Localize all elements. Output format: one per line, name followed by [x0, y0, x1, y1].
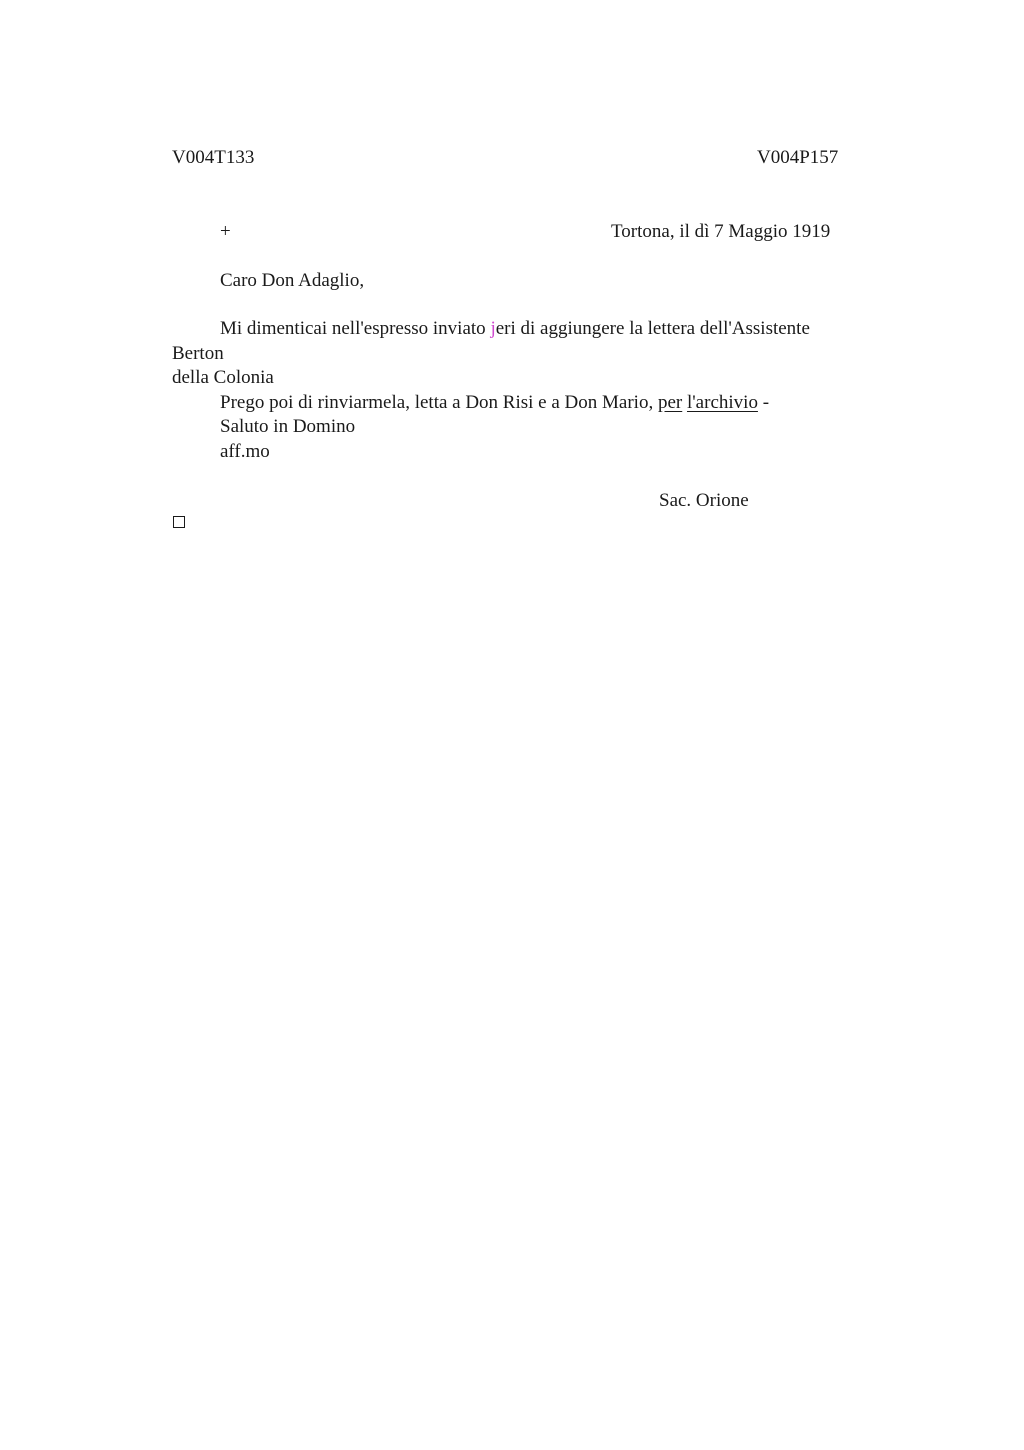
body-line-2: Berton: [172, 343, 224, 364]
closing-affmo: aff.mo: [220, 441, 270, 462]
body-line-4-end: -: [757, 392, 770, 413]
closing-greeting: Saluto in Domino: [220, 416, 356, 437]
underlined-word-archivio: l'archivio: [686, 392, 758, 413]
cross-symbol: +: [220, 221, 231, 242]
salutation: Caro Don Adaglio,: [220, 270, 365, 291]
body-line-4-start: Prego poi di rinviarmela, letta a Don Risi e a Don Mario,: [220, 392, 658, 413]
body-line-1-end: eri di aggiungere la lettera dell'Assistente: [495, 318, 810, 339]
place-date: Tortona, il dì 7 Maggio 1919: [611, 221, 831, 242]
body-line-4: [220, 391, 769, 415]
underlined-word-per: per: [657, 392, 683, 413]
body-line-1-start: Mi dimenticai nell'espresso inviato: [220, 318, 491, 339]
body-line-3: della Colonia: [172, 367, 274, 388]
right-code: V004P157: [757, 147, 839, 168]
square-marker-icon: [173, 516, 185, 528]
body-line-1: [220, 317, 810, 341]
highlighted-letter: j: [490, 318, 496, 339]
left-code: V004T133: [172, 147, 255, 168]
signature: Sac. Orione: [659, 490, 749, 511]
